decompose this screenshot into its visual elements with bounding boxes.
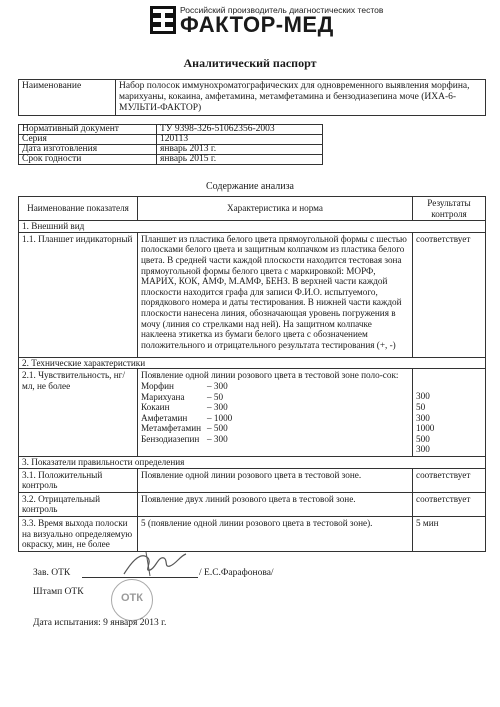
row-norm [138, 369, 413, 457]
row-name: 3.1. Положительный контроль [19, 468, 138, 492]
row-name: 2.1. Чувствительность, нг/мл, не более [19, 369, 138, 457]
drug-name: Бензодиазепин [141, 433, 200, 444]
sensitivity-item [141, 434, 409, 445]
row-result [413, 369, 486, 457]
table-row [19, 516, 486, 551]
info-row [19, 125, 323, 135]
section-row [19, 456, 486, 468]
row-name: 1.1. Планшет индикаторный [19, 232, 138, 357]
section-row [19, 357, 486, 369]
info-row [19, 155, 323, 165]
row-name: 3.2. Отрицательный контроль [19, 492, 138, 516]
info-value: 120113 [157, 135, 323, 145]
drug-result: 300 [416, 391, 430, 402]
info-value: январь 2015 г. [157, 155, 323, 165]
row-result: соответствует [413, 492, 486, 516]
drug-result: 500 [416, 433, 430, 444]
sensitivity-item [141, 381, 409, 392]
row-result: соответствует [413, 232, 486, 357]
sensitivity-item [141, 402, 409, 413]
analysis-title: Содержание анализа [206, 181, 294, 192]
drug-result: 1000 [416, 423, 435, 434]
row-norm: Появление двух линий розового цвета в тестовой зоне. [138, 492, 413, 516]
drug-name: Кокаин [141, 402, 170, 413]
table-header-row [19, 197, 486, 221]
column-header: Характеристика и норма [138, 197, 413, 221]
test-date: Дата испытания: 9 января 2013 г. [33, 618, 167, 628]
sensitivity-item [141, 392, 409, 403]
section-title: 3. Показатели правильности определения [19, 456, 486, 468]
row-norm: 5 (появление одной линии розового цвета в тестовой зоне). [138, 516, 413, 551]
page-title: Аналитический паспорт [183, 56, 317, 70]
table-row [19, 468, 486, 492]
stamp-text: ОТК [121, 592, 143, 604]
info-value: январь 2013 г. [157, 145, 323, 155]
signature-icon [120, 548, 190, 580]
otk-head-label: Зав. ОТК [33, 568, 71, 578]
otk-head-name: / Е.С.Фарафонова/ [199, 568, 274, 578]
row-norm: Появление одной линии розового цвета в тестовой зоне. [138, 468, 413, 492]
info-value: ТУ 9398-326-51062356-2003 [157, 125, 323, 135]
drug-result: 300 [416, 444, 430, 455]
drug-norm: – 50 [207, 391, 224, 402]
table-row [19, 232, 486, 357]
sensitivity-item [141, 423, 409, 434]
company-logo-icon [150, 6, 176, 34]
drug-result: 300 [416, 412, 430, 423]
sensitivity-intro: Появление одной линии розового цвета в тестовой зоне поло-сок: [141, 370, 399, 381]
sensitivity-item [141, 413, 409, 424]
row-name: 3.3. Время выхода полоски на визуально определяемую окраску, мин, не более [19, 516, 138, 551]
drug-result: 50 [416, 401, 426, 412]
section-title: 2. Технические характеристики [19, 357, 486, 369]
company-name: ФАКТОР-МЕД [180, 12, 334, 37]
info-table [18, 124, 323, 165]
drug-name: Амфетамин [141, 412, 188, 423]
product-table [18, 79, 486, 116]
drug-norm: – 300 [207, 433, 228, 444]
section-row [19, 221, 486, 233]
info-row [19, 135, 323, 145]
drug-norm: – 300 [207, 402, 228, 413]
info-label: Серия [19, 135, 157, 145]
drug-norm: – 1000 [207, 412, 233, 423]
analysis-table [18, 196, 486, 552]
drug-name: Марихуана [141, 391, 185, 402]
product-value: Набор полосок иммунохроматографических для одновременного выявления морфина, марихуаны, кокаина, амфетамина, метамфетамина и бензодиазепина моче (ИХА-6-МУЛЬТИ-ФАКТОР) [116, 80, 486, 116]
company-tagline: Российский производитель диагностических тестов [180, 5, 384, 15]
info-label: Дата изготовления [19, 145, 157, 155]
info-label: Нормативный документ [19, 125, 157, 135]
drug-norm: – 500 [207, 423, 228, 434]
section-title: 1. Внешний вид [19, 221, 486, 233]
row-result: 5 мин [413, 516, 486, 551]
drug-name: Морфин [141, 380, 174, 391]
column-header: Результаты контроля [413, 197, 486, 221]
row-result: соответствует [413, 468, 486, 492]
stamp-label: Штамп ОТК [33, 587, 84, 597]
column-header: Наименование показателя [19, 197, 138, 221]
info-label: Срок годности [19, 155, 157, 165]
table-row [19, 492, 486, 516]
product-label: Наименование [19, 80, 116, 116]
drug-name: Метамфетамин [141, 423, 202, 434]
drug-norm: – 300 [207, 380, 228, 391]
otk-stamp-icon [111, 579, 153, 621]
info-row [19, 145, 323, 155]
table-row [19, 369, 486, 457]
row-norm: Планшет из пластика белого цвета прямоугольной формы с шестью полосками белого цвета и защитным колпачком из пластика белого цвета. В средней части каждой плоскости находится тестовая зона прямоугольной формы белого цвета с маркировкой: МОРФ, МАРИХ, КОК, АМФ, М.АМФ, БЕНЗ. В верхней части каждой плоскости находится графа для записи Ф.И.О. испытуемого, порядкового номера и даты тестирования. В нижней части каждой плоскости нанесена линия, обозначающая уровень погружения в мочу (линия со стрелками над ней). На защитном колпачке наклеена этикетка из бумаги белого цвета с обозначением положительного и отрицательного результата тестирования (+, -) [138, 232, 413, 357]
